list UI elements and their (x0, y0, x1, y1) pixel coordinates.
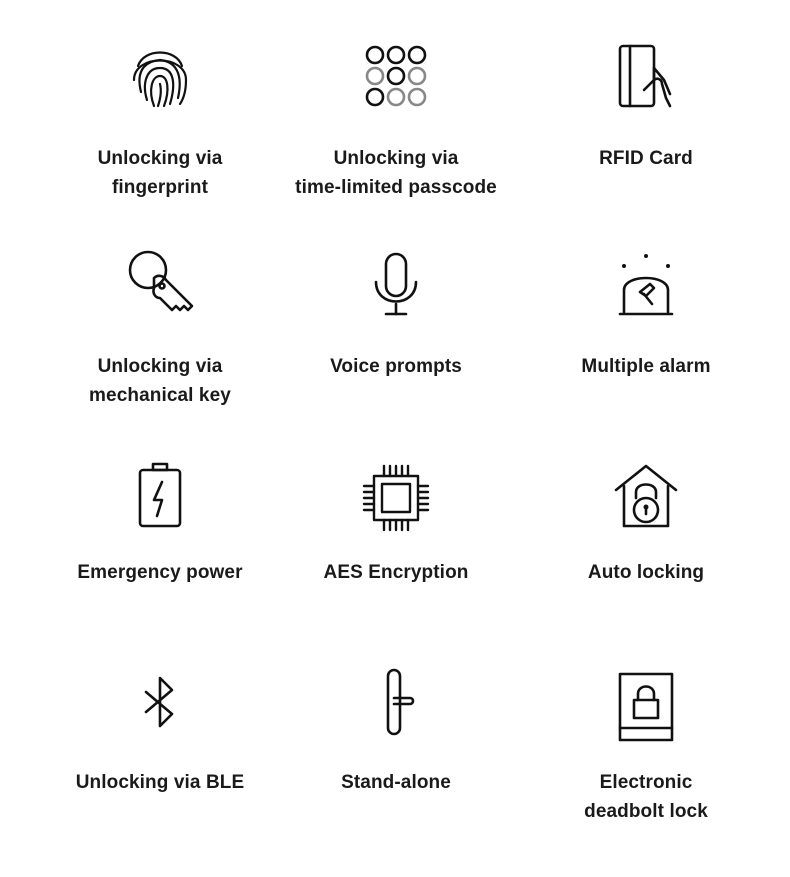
door-handle-icon (360, 668, 432, 740)
feature-mechanical-key (35, 248, 285, 410)
feature-label: Multiple alarm (581, 356, 711, 377)
microphone-icon (360, 250, 432, 322)
feature-label: Voice prompts (330, 356, 462, 377)
bluetooth-icon (124, 668, 196, 740)
feature-label: Unlocking via fingerprint (97, 148, 223, 198)
feature-label: Unlocking via time-limited passcode (295, 148, 497, 198)
feature-label: Unlocking via mechanical key (89, 356, 231, 406)
feature-voice (271, 250, 521, 381)
mechanical-key-icon (120, 248, 200, 324)
rfid-card-icon (610, 40, 682, 112)
feature-alarm (521, 250, 771, 381)
feature-passcode (271, 40, 521, 202)
feature-label: AES Encryption (323, 562, 469, 583)
feature-auto-locking (521, 462, 771, 587)
feature-emergency-power (35, 462, 285, 587)
feature-aes (271, 462, 521, 587)
feature-label: Emergency power (77, 562, 243, 583)
feature-rfid (521, 40, 771, 173)
feature-label: Auto locking (587, 562, 705, 583)
feature-fingerprint (35, 40, 285, 202)
feature-label: RFID Card (599, 148, 693, 169)
feature-label: Stand-alone (341, 772, 451, 793)
battery-charging-icon (124, 462, 196, 534)
feature-label: Electronic deadbolt lock (584, 772, 708, 822)
home-lock-icon (610, 462, 682, 534)
chip-icon (360, 462, 432, 534)
feature-deadbolt (521, 672, 771, 826)
feature-ble (35, 668, 285, 797)
feature-label: Unlocking via BLE (75, 772, 245, 793)
alarm-siren-icon (610, 250, 682, 322)
feature-stand-alone (271, 668, 521, 797)
fingerprint-icon (124, 40, 196, 112)
keypad-icon (360, 40, 432, 112)
deadbolt-lock-icon (610, 672, 682, 744)
